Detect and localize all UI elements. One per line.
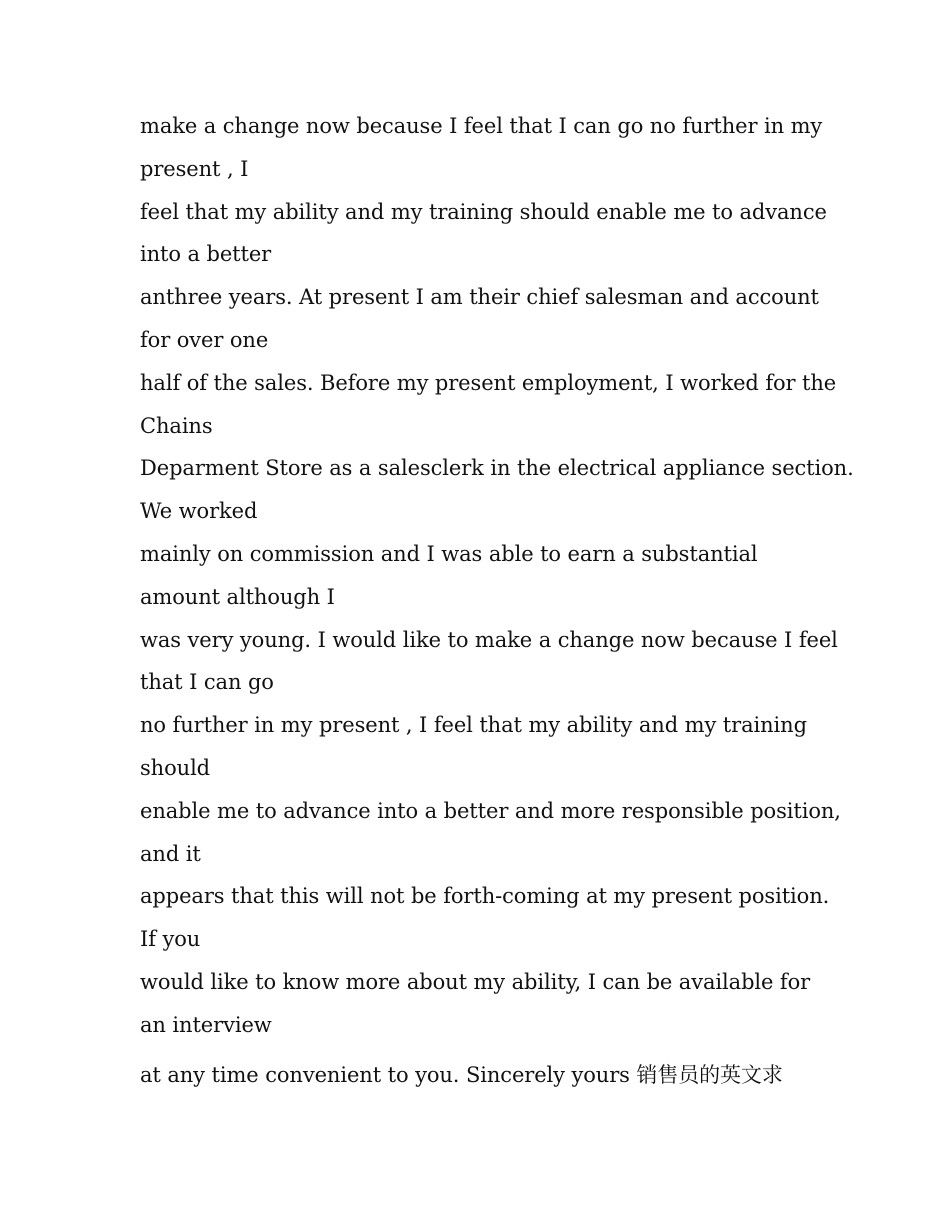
text-line: half of the sales. Before my present employment, I worked for the (140, 370, 837, 395)
closing-line: at any time convenient to you. Sincerely yours 销售员的英文求 (140, 1062, 783, 1087)
text-line: Chains (140, 413, 213, 438)
text-line: was very young. I would like to make a change now because I feel (140, 627, 838, 652)
text-line: present , I (140, 156, 249, 181)
text-line: for over one (140, 327, 269, 352)
text-line: appears that this will not be forth-coming at my present position. (140, 884, 830, 909)
text-line: mainly on commission and I was able to earn a substantial (140, 541, 758, 566)
text-line: should (140, 755, 211, 780)
text-line: We worked (140, 499, 258, 524)
text-line: If you (140, 927, 201, 952)
text-line: make a change now because I feel that I can go no further in my (140, 114, 823, 138)
text-line: enable me to advance into a better and more responsible position, (140, 798, 841, 823)
text-line: that I can go (140, 670, 274, 695)
text-line: feel that my ability and my training should enable me to advance (140, 199, 827, 224)
text-line: no further in my present , I feel that my ability and my training (140, 713, 807, 738)
text-line: an interview (140, 1012, 272, 1037)
letter-body (140, 105, 854, 1096)
text-line: would like to know more about my ability, I can be available for (140, 969, 811, 994)
text-line: into a better (140, 242, 272, 267)
text-line: and it (140, 841, 201, 866)
text-line: Deparment Store as a salesclerk in the electrical appliance section. (140, 456, 854, 481)
text-line: amount although I (140, 584, 335, 609)
text-line: anthree years. At present I am their chief salesman and account (140, 285, 819, 310)
